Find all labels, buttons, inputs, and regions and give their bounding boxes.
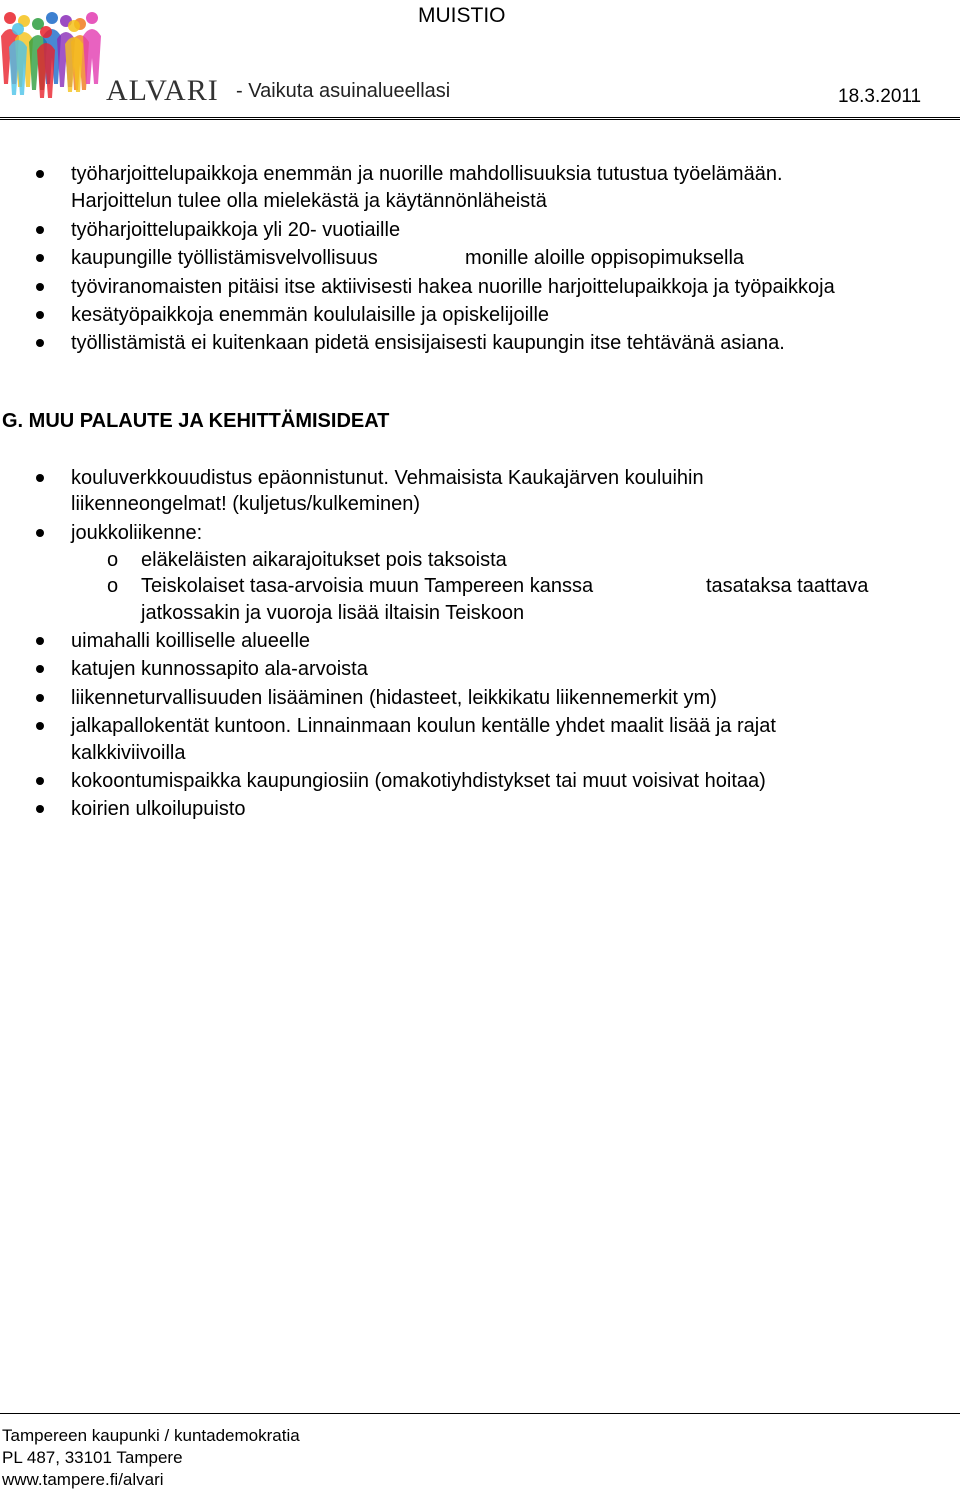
bullet-icon [36,170,44,178]
list-item: työllistämistä ei kuitenkaan pidetä ensisijaisesti kaupungin itse tehtävänä asiana. [71,332,785,354]
bullet-icon [36,665,44,673]
document-title: MUISTIO [418,4,506,27]
bullet-icon [36,283,44,291]
sub-list-item-continuation: jatkossakin ja vuoroja lisää iltaisin Teiskoon [141,602,525,624]
bullet-icon [36,777,44,785]
header-divider [0,117,960,120]
logo-person-body [83,29,101,84]
sub-list-item: eläkeläisten aikarajoitukset pois taksoista [141,549,507,571]
sub-bullet-icon: o [107,575,119,597]
list-item: kaupungille työllistämisvelvollisuus [71,247,378,269]
alvari-logo-people-image [0,0,102,110]
bullet-icon [36,226,44,234]
list-item: uimahalli koilliselle alueelle [71,630,311,652]
bullet-icon [36,722,44,730]
list-item: työharjoittelupaikkoja enemmän ja nuorille mahdollisuuksia tutustua työelämään. [71,163,783,185]
footer-website[interactable]: www.tampere.fi/alvari [2,1470,164,1489]
logo-person-head [68,20,80,32]
list-item: työharjoittelupaikkoja yli 20- vuotiaille [71,219,401,241]
document-date: 18.3.2011 [838,86,922,107]
list-item-part: monille aloille oppisopimuksella [465,247,745,269]
list-item-continuation: kalkkiviivoilla [71,742,186,764]
list-item: joukkoliikenne: [71,522,203,544]
bullet-icon [36,805,44,813]
list-item: koirien ulkoilupuisto [71,798,246,820]
bullet-icon [36,339,44,347]
list-item: katujen kunnossapito ala-arvoista [71,658,368,680]
list-item: työviranomaisten pitäisi itse aktiivisesti hakea nuorille harjoittelupaikkoja ja työpaikkoja [71,276,835,298]
sub-bullet-icon: o [107,549,119,571]
logo-person-body [37,43,55,98]
bullet-icon [36,254,44,262]
section-heading: G. MUU PALAUTE JA KEHITTÄMISIDEAT [2,410,390,432]
logo-person-head [40,26,52,38]
list-item-continuation: Harjoittelun tulee olla mielekästä ja käytännönläheistä [71,190,547,212]
footer-organization: Tampereen kaupunki / kuntademokratia [2,1426,300,1445]
logo-person-head [12,23,24,35]
brand-tagline: - Vaikuta asuinalueellasi [236,80,451,102]
list-item: kesätyöpaikkoja enemmän koululaisille ja opiskelijoille [71,304,550,326]
list-item: liikenneturvallisuuden lisääminen (hidasteet, leikkikatu liikennemerkit ym) [71,687,717,709]
bullet-icon [36,694,44,702]
bullet-icon [36,474,44,482]
list-item: kouluverkkouudistus epäonnistunut. Vehmaisista Kaukajärven kouluihin [71,467,704,489]
sub-list-item: Teiskolaiset tasa-arvoisia muun Tampereen kanssa [141,575,594,597]
bullet-icon [36,637,44,645]
logo-person-head [4,12,16,24]
bullet-icon [36,311,44,319]
sub-list-item-part: tasataksa taattava [706,575,869,597]
footer-address: PL 487, 33101 Tampere [2,1448,183,1467]
list-item: jalkapallokentät kuntoon. Linnainmaan koulun kentälle yhdet maalit lisää ja rajat [71,715,776,737]
logo-person-head [86,12,98,24]
bullet-icon [36,529,44,537]
list-item-continuation: liikenneongelmat! (kuljetus/kulkeminen) [71,493,421,515]
logo-person-head [46,12,58,24]
footer-divider [0,1413,960,1414]
brand-name: ALVARI [106,74,219,107]
list-item: kokoontumispaikka kaupungiosiin (omakotiyhdistykset tai muut voisivat hoitaa) [71,770,766,792]
